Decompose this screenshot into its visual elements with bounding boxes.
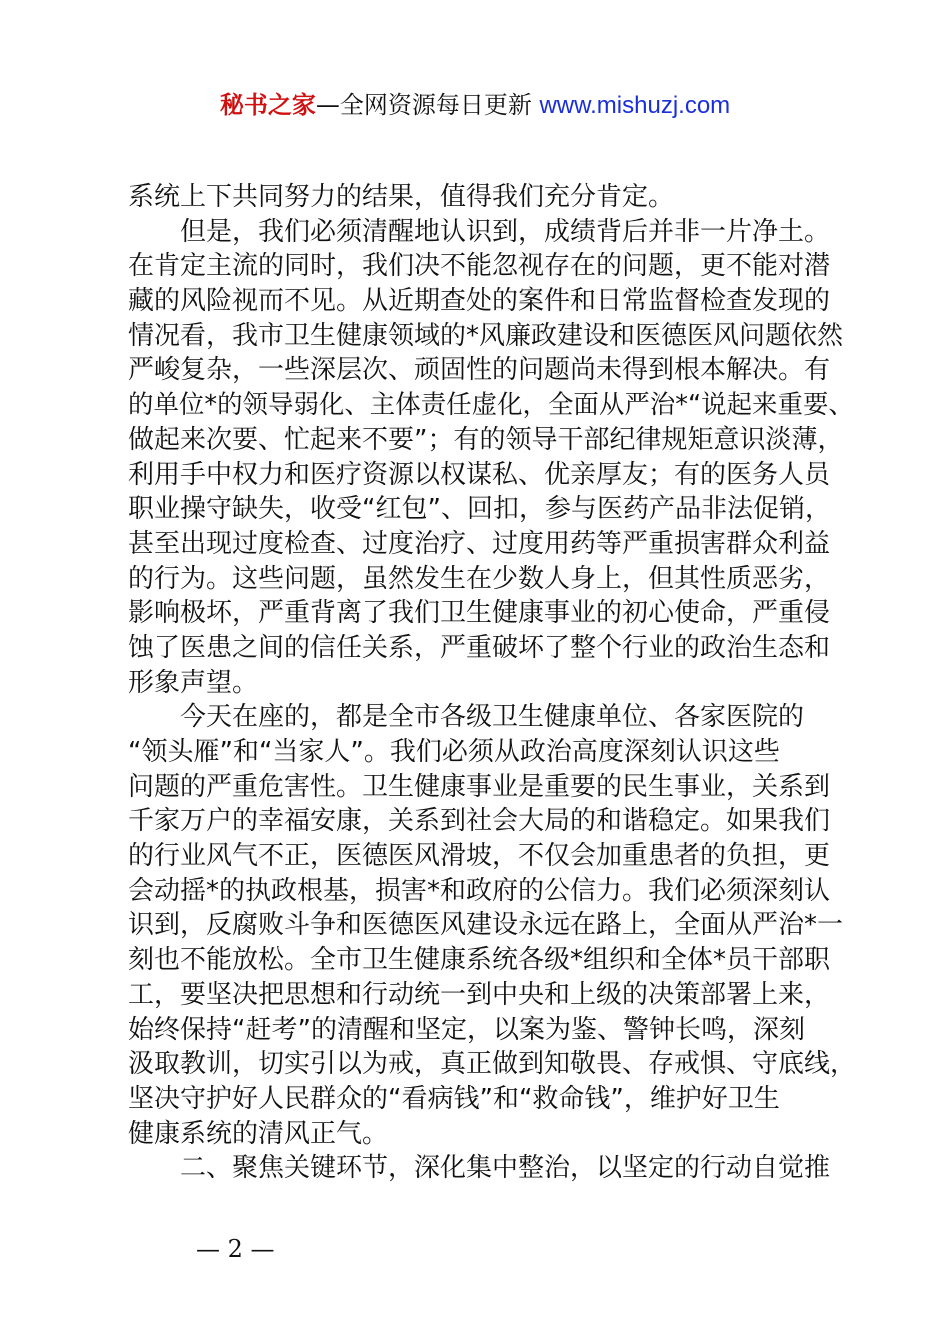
text-line: 系统上下共同努力的结果，值得我们充分肯定。 [128,182,675,212]
text-line: 始终保持“赶考”的清醒和坚定，以案为鉴、警钟长鸣，深刻 [128,1014,805,1045]
text-line: 严峻复杂，一些深层次、顽固性的问题尚未得到根本解决。有 [128,355,831,386]
text-line: 刻也不能放松。全市卫生健康系统各级*组织和全体*员干部职 [128,945,831,976]
document-body [128,180,858,1186]
text-line: 汲取教训，切实引以为戒，真正做到知敬畏、存戒惧、守底线， [128,1049,857,1080]
text-line: 形象声望。 [128,667,259,698]
paragraph-start-line: 今天在座的，都是全市各级卫生健康单位、各家医院的 [180,702,805,733]
text-line: 会动摇*的执政根基，损害*和政府的公信力。我们必须深刻认 [128,875,831,906]
page-number: — 2 — [196,1235,275,1263]
text-line: 健康系统的清风正气。 [128,1118,389,1149]
text-line: 坚决守护好人民群众的“看病钱”和“救命钱”，维护好卫生 [128,1083,780,1114]
text-line: 利用手中权力和医疗资源以权谋私、优亲厚友；有的医务人员 [128,459,831,490]
text-line: 蚀了医患之间的信任关系，严重破坏了整个行业的政治生态和 [128,632,831,663]
text-line: 做起来次要、忙起来不要”；有的领导干部纪律规矩意识淡薄， [128,424,844,455]
text-line: 的单位*的领导弱化、主体责任虚化，全面从严治*“说起来重要、 [128,390,854,421]
header-tagline: —全网资源每日更新 [315,91,540,119]
text-line: 的行为。这些问题，虽然发生在少数人身上，但其性质恶劣， [128,563,831,594]
text-line: 甚至出现过度检查、过度治疗、过度用药等严重损害群众利益 [128,528,831,559]
text-line: 问题的严重危害性。卫生健康事业是重要的民生事业，关系到 [128,771,831,802]
text-line: 职业操守缺失，收受“红包”、回扣，参与医药产品非法促销， [128,494,831,525]
section-heading-line: 二、聚焦关键环节，深化集中整治，以坚定的行动自觉推 [180,1153,831,1184]
site-header [0,88,950,123]
text-line: “领头雁”和“当家人”。我们必须从政治高度深刻认识这些 [128,737,780,767]
text-line: 千家万户的幸福安康，关系到社会大局的和谐稳定。如果我们 [128,806,831,837]
text-line: 识到，反腐败斗争和医德医风建设永远在路上，全面从严治*一 [128,910,844,941]
site-url[interactable]: www.mishuzj.com [539,92,731,119]
text-line: 的行业风气不正，医德医风滑坡，不仅会加重患者的负担，更 [128,841,831,872]
paragraph-start-line: 但是，我们必须清醒地认识到，成绩背后并非一片净土。 [180,216,831,247]
text-line: 影响极坏，严重背离了我们卫生健康事业的初心使命，严重侵 [128,598,831,629]
text-line: 藏的风险视而不见。从近期查处的案件和日常监督检查发现的 [128,286,831,317]
text-line: 工，要坚决把思想和行动统一到中央和上级的决策部署上来， [128,979,831,1010]
brand-name: 秘书之家 [219,91,316,119]
text-line: 在肯定主流的同时，我们决不能忽视存在的问题，更不能对潜 [128,251,831,282]
text-line: 情况看，我市卫生健康领域的*风廉政建设和医德医风问题依然 [128,320,844,351]
